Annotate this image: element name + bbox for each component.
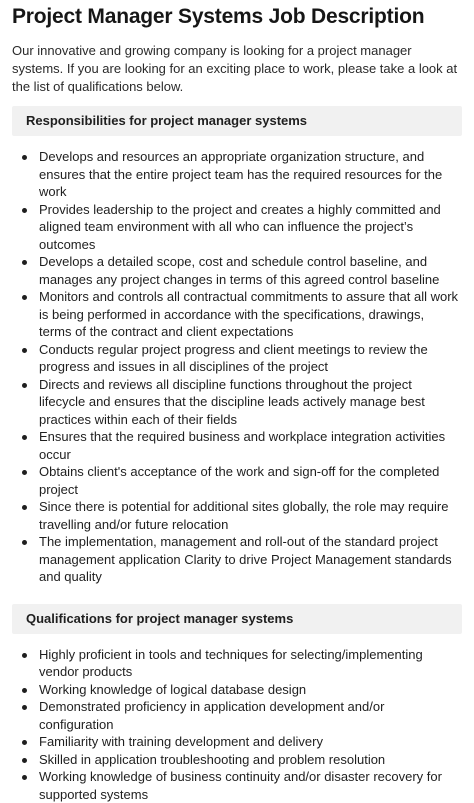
list-item bbox=[39, 428, 462, 463]
bullet-icon bbox=[22, 155, 27, 160]
list-item-text: Skilled in application troubleshooting and problem resolution bbox=[39, 752, 385, 767]
list-item bbox=[39, 148, 462, 201]
list-item-text: Develops a detailed scope, cost and schedule control baseline, and manages any project changes in terms of this agreed control baseline bbox=[39, 254, 439, 287]
bullet-icon bbox=[22, 705, 27, 710]
list-item-text: The implementation, management and roll-out of the standard project management application Clarity to drive Project Management standards and quality bbox=[39, 534, 452, 584]
list-item-text: Familiarity with training development and delivery bbox=[39, 734, 323, 749]
list-item bbox=[39, 733, 462, 751]
list-item bbox=[39, 201, 462, 254]
list-item-text: Demonstrated proficiency in application development and/or configuration bbox=[39, 699, 384, 732]
list-item bbox=[39, 751, 462, 769]
list-item bbox=[39, 498, 462, 533]
responsibilities-list bbox=[12, 148, 462, 586]
list-item bbox=[39, 463, 462, 498]
page-title: Project Manager Systems Job Description bbox=[12, 4, 462, 30]
bullet-icon bbox=[22, 470, 27, 475]
intro-paragraph: Our innovative and growing company is looking for a project manager systems. If you are looking for an exciting place to work, please take a look at the list of qualifications below. bbox=[12, 42, 462, 96]
list-item bbox=[39, 698, 462, 733]
qualifications-heading: Qualifications for project manager systems bbox=[12, 604, 462, 634]
list-item-text: Provides leadership to the project and creates a highly committed and aligned team environment with all who can influence the project’s outcomes bbox=[39, 202, 441, 252]
bullet-icon bbox=[22, 208, 27, 213]
bullet-icon bbox=[22, 348, 27, 353]
bullet-icon bbox=[22, 758, 27, 763]
bullet-icon bbox=[22, 295, 27, 300]
qualifications-section bbox=[12, 604, 462, 803]
list-item bbox=[39, 768, 462, 803]
list-item bbox=[39, 253, 462, 288]
list-item bbox=[39, 533, 462, 586]
bullet-icon bbox=[22, 505, 27, 510]
list-item bbox=[39, 341, 462, 376]
list-item-text: Ensures that the required business and workplace integration activities occur bbox=[39, 429, 445, 462]
bullet-icon bbox=[22, 435, 27, 440]
bullet-icon bbox=[22, 775, 27, 780]
responsibilities-section bbox=[12, 106, 462, 586]
bullet-icon bbox=[22, 740, 27, 745]
list-item bbox=[39, 646, 462, 681]
bullet-icon bbox=[22, 688, 27, 693]
bullet-icon bbox=[22, 540, 27, 545]
list-item-text: Conducts regular project progress and client meetings to review the progress and issues in all disciplines of the project bbox=[39, 342, 428, 375]
responsibilities-heading: Responsibilities for project manager systems bbox=[12, 106, 462, 136]
job-description-page bbox=[0, 4, 474, 753]
list-item-text: Working knowledge of business continuity and/or disaster recovery for supported systems bbox=[39, 769, 442, 802]
bullet-icon bbox=[22, 653, 27, 658]
list-item bbox=[39, 681, 462, 699]
qualifications-list bbox=[12, 646, 462, 803]
list-item-text: Directs and reviews all discipline functions throughout the project lifecycle and ensures that the discipline leads actively manage best practices within each of their fields bbox=[39, 377, 425, 427]
list-item-text: Monitors and controls all contractual commitments to assure that all work is being performed in accordance with the specifications, drawings, terms of the contract and client expectations bbox=[39, 289, 458, 339]
list-item-text: Develops and resources an appropriate organization structure, and ensures that the entire project team has the required resources for the work bbox=[39, 149, 442, 199]
list-item-text: Obtains client's acceptance of the work and sign-off for the completed project bbox=[39, 464, 439, 497]
list-item-text: Highly proficient in tools and techniques for selecting/implementing vendor products bbox=[39, 647, 423, 680]
list-item bbox=[39, 376, 462, 429]
list-item-text: Working knowledge of logical database design bbox=[39, 682, 306, 697]
list-item bbox=[39, 288, 462, 341]
list-item-text: Since there is potential for additional sites globally, the role may require travelling and/or future relocation bbox=[39, 499, 448, 532]
bullet-icon bbox=[22, 383, 27, 388]
bullet-icon bbox=[22, 260, 27, 265]
